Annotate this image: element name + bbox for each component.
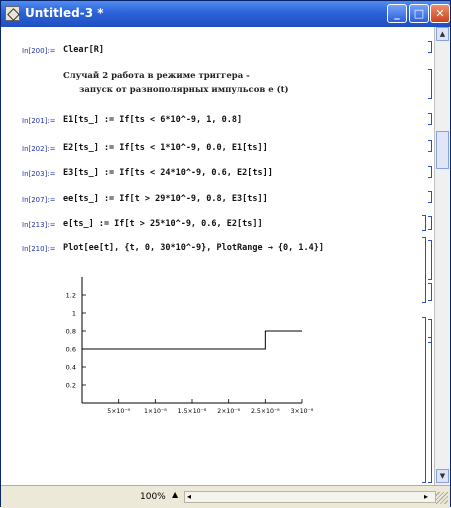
text-line: Случай 2 работа в режиме триггера - — [63, 71, 250, 81]
minimize-button[interactable] — [387, 4, 407, 23]
cell-bracket[interactable] — [428, 216, 432, 230]
close-icon: ✕ — [435, 7, 445, 20]
y-tick-label: 1.2 — [65, 291, 76, 300]
horizontal-scrollbar[interactable] — [184, 491, 436, 503]
series-line — [82, 331, 302, 349]
maximize-icon: □ — [413, 7, 425, 20]
cell-code[interactable]: E3[ts_] := If[ts < 24*10^-9, 0.6, E2[ts]] — [63, 168, 273, 178]
status-bar — [1, 485, 450, 508]
arrow-down-icon: ▼ — [439, 472, 446, 480]
cell-bracket[interactable] — [428, 113, 432, 125]
window-title: Untitled-3 * — [25, 6, 104, 20]
maximize-button[interactable] — [409, 4, 429, 23]
y-tick-label: 0.8 — [65, 327, 76, 336]
scroll-down-button[interactable] — [436, 469, 449, 483]
scroll-up-button[interactable] — [436, 27, 449, 41]
cell-code[interactable]: Clear[R] — [63, 45, 104, 55]
arrow-right-icon[interactable]: ▸ — [424, 492, 429, 501]
text-line: запуск от разнополярных импульсов e (t) — [79, 85, 289, 95]
input-label: In[210]:= — [22, 245, 56, 253]
notebook-content[interactable] — [4, 27, 424, 485]
arrow-left-icon[interactable]: ◂ — [187, 492, 192, 501]
zoom-up-icon[interactable]: ▲ — [172, 490, 179, 499]
x-tick-label: 1.5×10⁻⁸ — [177, 408, 207, 415]
input-label: In[203]:= — [22, 170, 56, 178]
scroll-thumb[interactable] — [436, 131, 449, 169]
x-tick-label: 1×10⁻⁸ — [143, 408, 167, 415]
cell-bracket[interactable] — [428, 240, 432, 280]
input-label: In[213]:= — [22, 221, 56, 229]
arrow-up-icon: ▲ — [439, 30, 446, 38]
group-bracket[interactable] — [422, 237, 426, 303]
cell-code[interactable]: e[ts_] := If[t > 25*10^-9, 0.6, E2[ts]] — [63, 219, 263, 229]
cell-bracket[interactable] — [428, 69, 432, 99]
cell-bracket[interactable] — [428, 41, 432, 53]
resize-grip[interactable] — [436, 492, 448, 504]
title-bar[interactable] — [1, 1, 450, 27]
cell-code[interactable]: ee[ts_] := If[t > 29*10^-9, 0.8, E3[ts]] — [63, 194, 268, 204]
x-tick-label: 3×10⁻⁸ — [290, 408, 314, 415]
vertical-scrollbar[interactable] — [434, 27, 450, 485]
y-tick-label: 0.2 — [65, 381, 76, 390]
cell-bracket[interactable] — [428, 337, 432, 483]
group-bracket[interactable] — [422, 317, 426, 483]
cell-code[interactable]: E1[ts_] := If[ts < 6*10^-9, 1, 0.8] — [63, 115, 243, 125]
x-tick-label: 2.5×10⁻⁸ — [251, 408, 280, 415]
input-label: In[207]:= — [22, 196, 56, 204]
zoom-level[interactable]: 100% — [140, 492, 166, 502]
plot-output[interactable] — [34, 267, 314, 417]
x-tick-label: 5×10⁻⁹ — [107, 408, 131, 415]
minimize-icon: _ — [394, 7, 400, 20]
x-tick-label: 2×10⁻⁸ — [217, 408, 241, 415]
input-label: In[201]:= — [22, 117, 56, 125]
mathematica-icon[interactable] — [5, 6, 20, 21]
y-tick-label: 1 — [71, 309, 76, 318]
y-tick-label: 0.6 — [65, 345, 76, 354]
cell-bracket[interactable] — [428, 283, 432, 301]
y-tick-label: 0.4 — [65, 363, 76, 372]
group-bracket[interactable] — [422, 215, 426, 231]
input-label: In[202]:= — [22, 145, 56, 153]
input-label: In[200]:= — [22, 47, 56, 55]
cell-bracket[interactable] — [428, 140, 432, 152]
cell-bracket[interactable] — [428, 166, 432, 178]
cell-bracket[interactable] — [428, 191, 432, 203]
cell-code[interactable]: E2[ts_] := If[ts < 1*10^-9, 0.0, E1[ts]] — [63, 143, 268, 153]
cell-code[interactable]: Plot[ee[t], {t, 0, 30*10^-9}, PlotRange → {0, 1.4}] — [63, 243, 324, 253]
close-button[interactable] — [430, 4, 450, 23]
